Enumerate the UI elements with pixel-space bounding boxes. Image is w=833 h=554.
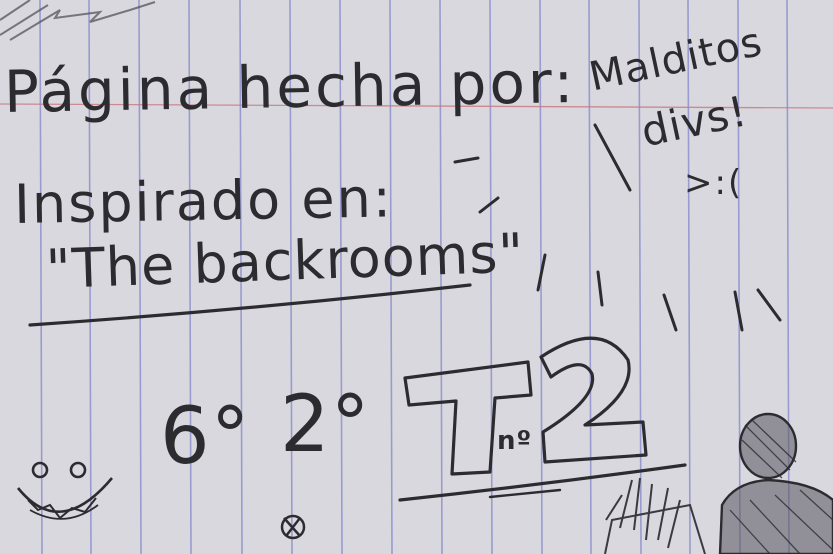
number-abbreviation: nº [497,426,533,456]
degree-two: 2° [280,380,371,470]
made-by-label: Página hecha por: [3,48,577,126]
aside-complaint-line2: divs! [636,86,752,157]
aside-complaint-line1: Malditos [585,18,767,101]
inspired-by-label: Inspirado en: [13,166,394,236]
angry-face-emoticon: >:( [684,163,744,203]
degree-six: 6° [160,392,251,482]
inspiration-title: "The backrooms" [44,221,526,301]
